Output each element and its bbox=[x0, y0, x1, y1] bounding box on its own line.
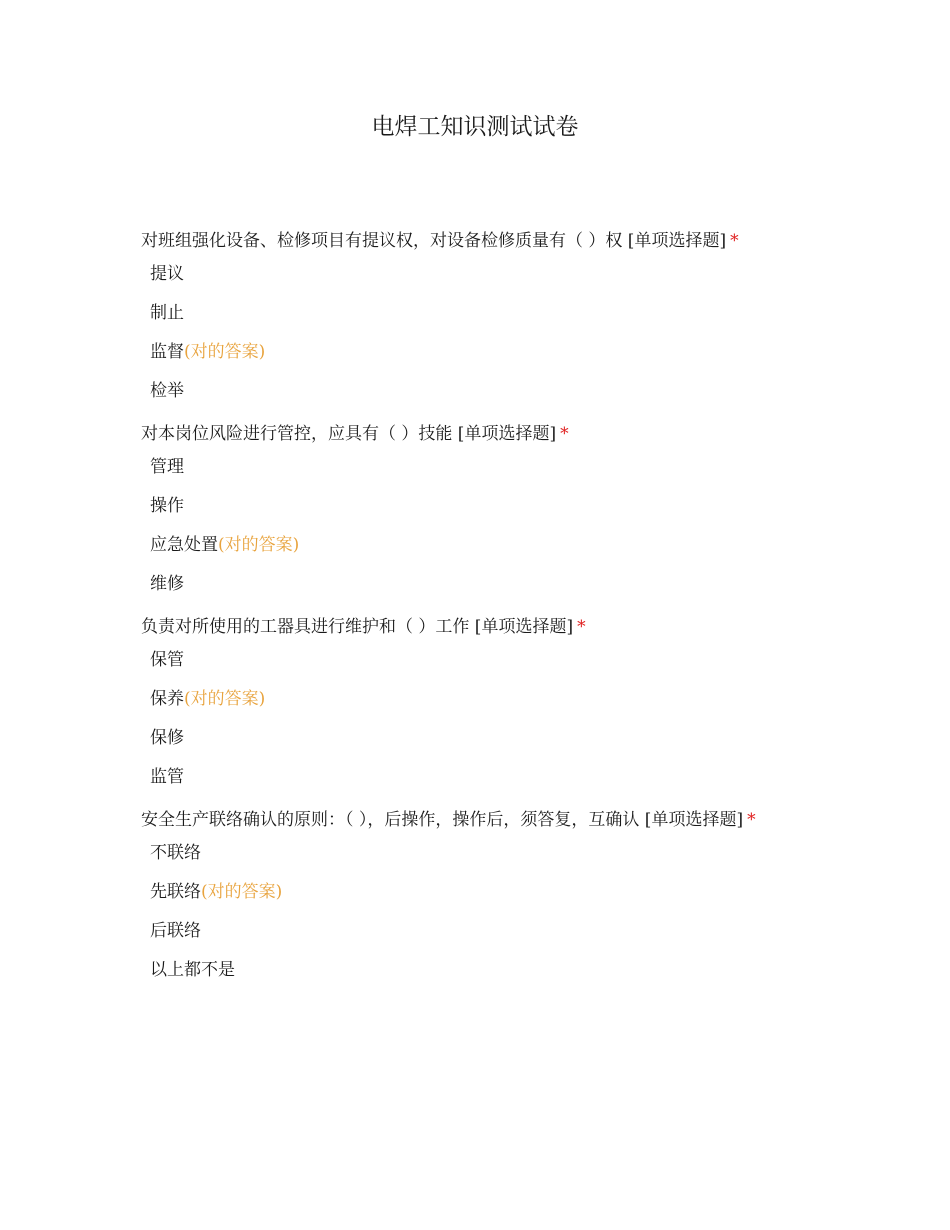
question-text bbox=[141, 611, 806, 643]
option-label: 操作 bbox=[150, 496, 184, 516]
option-item[interactable] bbox=[141, 340, 806, 365]
option-list bbox=[141, 262, 806, 404]
correct-answer-mark: (对的答案) bbox=[184, 689, 266, 709]
option-label: 提议 bbox=[150, 264, 184, 284]
option-label: 保养 bbox=[150, 689, 184, 709]
option-item[interactable] bbox=[141, 648, 806, 673]
option-label: 应急处置 bbox=[150, 535, 218, 555]
option-item[interactable] bbox=[141, 841, 806, 866]
required-mark: * bbox=[560, 424, 569, 444]
option-label: 维修 bbox=[150, 574, 184, 594]
option-label: 先联络 bbox=[150, 882, 201, 902]
option-item[interactable] bbox=[141, 533, 806, 558]
correct-answer-mark: (对的答案) bbox=[201, 882, 283, 902]
question-2 bbox=[141, 418, 806, 597]
option-label: 以上都不是 bbox=[150, 960, 235, 980]
option-label: 不联络 bbox=[150, 843, 201, 863]
question-text bbox=[141, 225, 806, 257]
option-label: 检举 bbox=[150, 381, 184, 401]
question-text bbox=[141, 418, 806, 450]
required-mark: * bbox=[730, 231, 739, 251]
option-item[interactable] bbox=[141, 726, 806, 751]
option-label: 监督 bbox=[150, 342, 184, 362]
option-item[interactable] bbox=[141, 379, 806, 404]
question-list bbox=[141, 225, 806, 997]
option-label: 后联络 bbox=[150, 921, 201, 941]
option-list bbox=[141, 455, 806, 597]
required-mark: * bbox=[747, 810, 756, 830]
correct-answer-mark: (对的答案) bbox=[184, 342, 266, 362]
option-list bbox=[141, 841, 806, 983]
option-list bbox=[141, 648, 806, 790]
question-text bbox=[141, 804, 806, 836]
correct-answer-mark: (对的答案) bbox=[218, 535, 300, 555]
question-3 bbox=[141, 611, 806, 790]
option-item[interactable] bbox=[141, 455, 806, 480]
question-prompt: 安全生产联络确认的原则：（ ），后操作，操作后，须答复，互确认 [单项选择题] bbox=[141, 810, 744, 830]
option-item[interactable] bbox=[141, 958, 806, 983]
option-item[interactable] bbox=[141, 572, 806, 597]
option-item[interactable] bbox=[141, 494, 806, 519]
option-label: 监管 bbox=[150, 767, 184, 787]
option-item[interactable] bbox=[141, 301, 806, 326]
required-mark: * bbox=[577, 617, 586, 637]
option-item[interactable] bbox=[141, 919, 806, 944]
option-item[interactable] bbox=[141, 262, 806, 287]
question-prompt: 对班组强化设备、检修项目有提议权，对设备检修质量有（ ）权 [单项选择题] bbox=[141, 231, 727, 251]
question-1 bbox=[141, 225, 806, 404]
option-item[interactable] bbox=[141, 687, 806, 712]
option-label: 保修 bbox=[150, 728, 184, 748]
question-prompt: 负责对所使用的工器具进行维护和（ ）工作 [单项选择题] bbox=[141, 617, 574, 637]
question-4 bbox=[141, 804, 806, 983]
option-label: 管理 bbox=[150, 457, 184, 477]
option-label: 保管 bbox=[150, 650, 184, 670]
option-item[interactable] bbox=[141, 880, 806, 905]
option-label: 制止 bbox=[150, 303, 184, 323]
option-item[interactable] bbox=[141, 765, 806, 790]
document-title: 电焊工知识测试试卷 bbox=[371, 114, 579, 140]
question-prompt: 对本岗位风险进行管控，应具有（ ）技能 [单项选择题] bbox=[141, 424, 557, 444]
